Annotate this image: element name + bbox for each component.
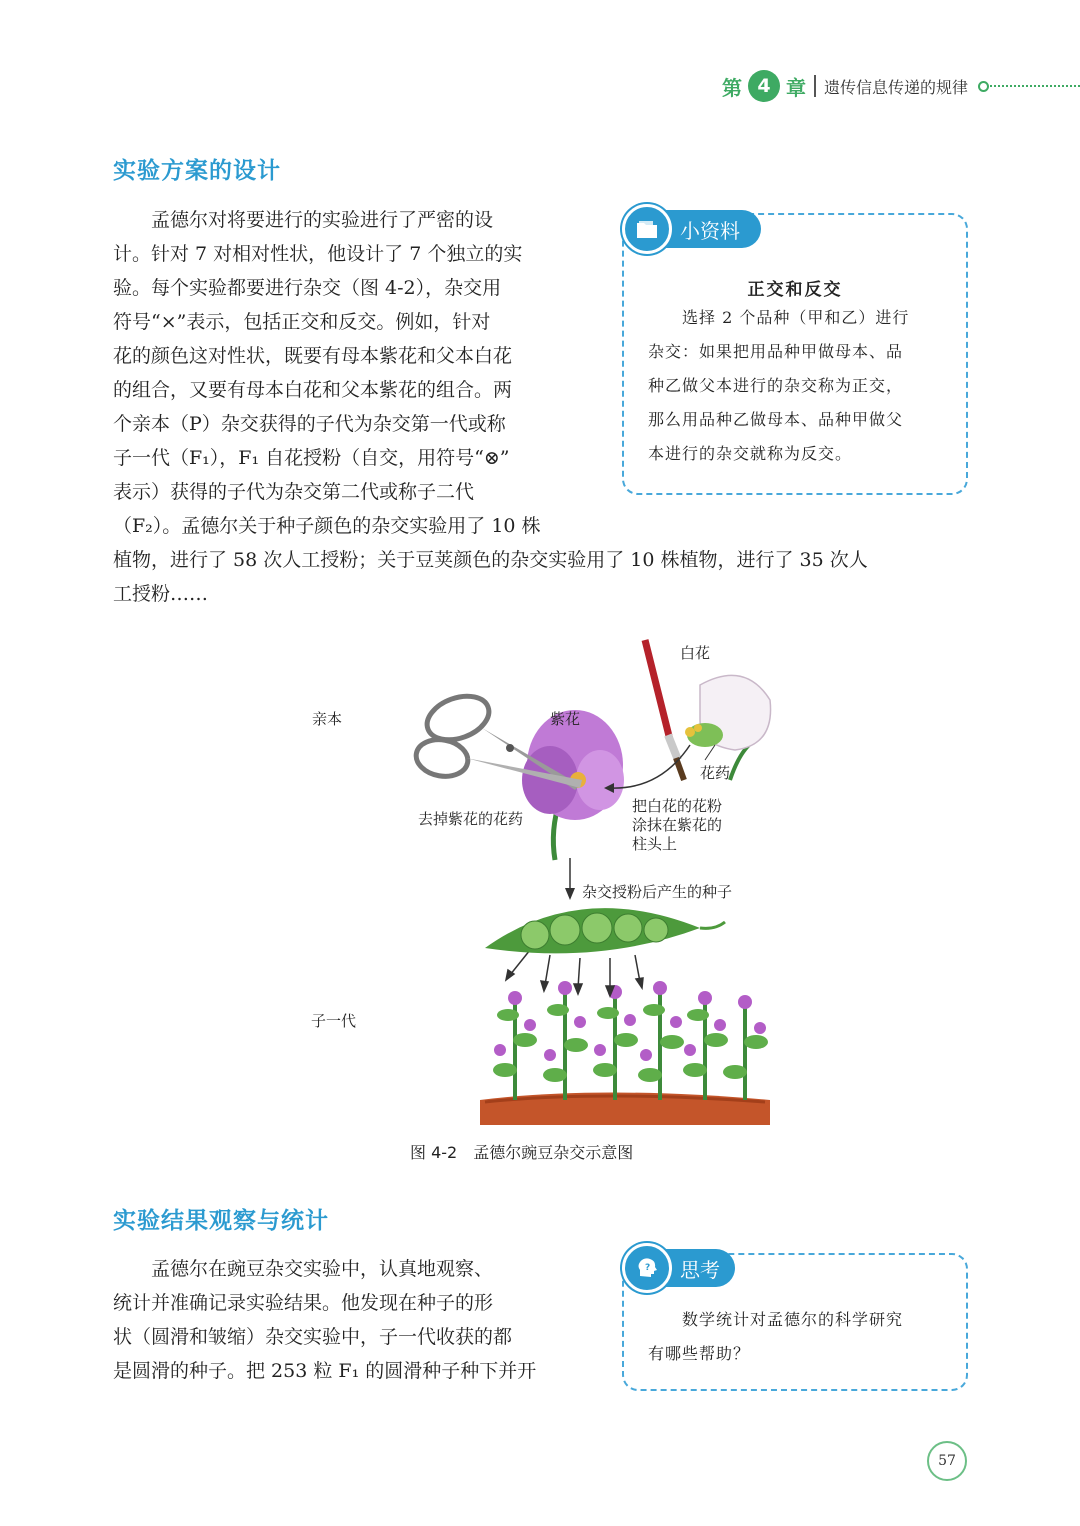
head-question-icon xyxy=(622,1243,672,1293)
para-line: 子一代（F₁），F₁ 自花授粉（自交，用符号“⊗” xyxy=(113,447,510,469)
label-apply-pollen-line: 柱头上 xyxy=(632,835,678,853)
chapter-number-badge: 4 xyxy=(748,70,780,102)
info-tab-label: 小资料 xyxy=(680,218,740,243)
para-line: 是圆滑的种子。把 253 粒 F₁ 的圆滑种子种下并开 xyxy=(113,1360,537,1382)
svg-text:?: ? xyxy=(645,1263,651,1273)
info-box-body xyxy=(648,301,953,471)
info-tab-think-label: 思考 xyxy=(680,1257,720,1282)
chapter-title: 遗传信息传递的规律 xyxy=(824,77,969,97)
think-line: 数学统计对孟德尔的科学研究 xyxy=(648,1310,904,1329)
chapter-dotted-line xyxy=(990,85,1080,87)
chapter-divider xyxy=(814,75,816,97)
label-purple-flower: 紫花 xyxy=(550,710,581,728)
para-line: 个亲本（P）杂交获得的子代为杂交第一代或称 xyxy=(113,413,506,435)
chapter-header xyxy=(722,70,989,102)
think-line: 有哪些帮助？ xyxy=(648,1344,751,1363)
label-parent: 亲本 xyxy=(312,710,343,728)
label-white-flower: 白花 xyxy=(680,644,711,662)
label-apply-pollen-line: 涂抹在紫花的 xyxy=(632,816,723,834)
para-line: 符号“×”表示，包括正交和反交。例如，针对 xyxy=(113,311,491,333)
page-number: 57 xyxy=(927,1441,967,1481)
para-line: 验。每个实验都要进行杂交（图 4-2），杂交用 xyxy=(113,277,502,299)
label-anther: 花药 xyxy=(700,764,731,782)
info-line: 种乙做父本进行的杂交称为正交， xyxy=(648,376,904,395)
label-remove-anther: 去掉紫花的花药 xyxy=(418,810,524,828)
para-line: 统计并准确记录实验结果。他发现在种子的形 xyxy=(113,1292,494,1314)
section-heading-results: 实验结果观察与统计 xyxy=(113,1208,329,1234)
label-seeds: 杂交授粉后产生的种子 xyxy=(582,883,733,901)
label-apply-pollen-line: 把白花的花粉 xyxy=(632,797,723,815)
chapter-suffix: 章 xyxy=(786,75,806,100)
para-line: 孟德尔对将要进行的实验进行了严密的设 xyxy=(113,209,494,231)
label-offspring: 子一代 xyxy=(311,1012,357,1030)
info-box-title: 正交和反交 xyxy=(747,280,843,300)
think-box-body xyxy=(648,1303,953,1371)
info-tab-think xyxy=(625,1249,735,1287)
section-heading-design: 实验方案的设计 xyxy=(113,158,281,184)
info-tab-reference xyxy=(625,210,761,248)
chapter-ring-icon xyxy=(978,81,989,92)
para-line: 计。针对 7 对相对性状，他设计了 7 个独立的实 xyxy=(113,243,523,265)
folder-icon xyxy=(622,204,672,254)
info-line: 杂交：如果把用品种甲做母本、品 xyxy=(648,342,904,361)
para-line: （F₂）。孟德尔关于种子颜色的杂交实验用了 10 株 xyxy=(113,515,541,537)
label-apply-pollen xyxy=(632,797,722,854)
para-line: 植物，进行了 58 次人工授粉；关于豆荚颜色的杂交实验用了 10 株植物，进行了 35 次人 xyxy=(113,549,868,571)
info-line: 本进行的杂交就称为反交。 xyxy=(648,444,853,463)
para-line: 状（圆滑和皱缩）杂交实验中，子一代收获的都 xyxy=(113,1326,513,1348)
section2-paragraph xyxy=(113,1252,593,1388)
para-line: 孟德尔在豌豆杂交实验中，认真地观察、 xyxy=(113,1258,494,1280)
figure-illustration xyxy=(400,630,800,1130)
figure-caption: 图 4-2 孟德尔豌豆杂交示意图 xyxy=(410,1143,634,1162)
para-line: 工授粉…… xyxy=(113,583,209,605)
info-line: 选择 2 个品种（甲和乙）进行 xyxy=(648,308,910,327)
info-box-reference xyxy=(622,213,968,495)
para-line: 表示）获得的子代为杂交第二代或称子二代 xyxy=(113,481,475,503)
info-line: 那么用品种乙做母本、品种甲做父 xyxy=(648,410,904,429)
chapter-prefix: 第 xyxy=(722,75,742,100)
para-line: 的组合，又要有母本白花和父本紫花的组合。两 xyxy=(113,379,513,401)
para-line: 花的颜色这对性状，既要有母本紫花和父本白花 xyxy=(113,345,513,367)
